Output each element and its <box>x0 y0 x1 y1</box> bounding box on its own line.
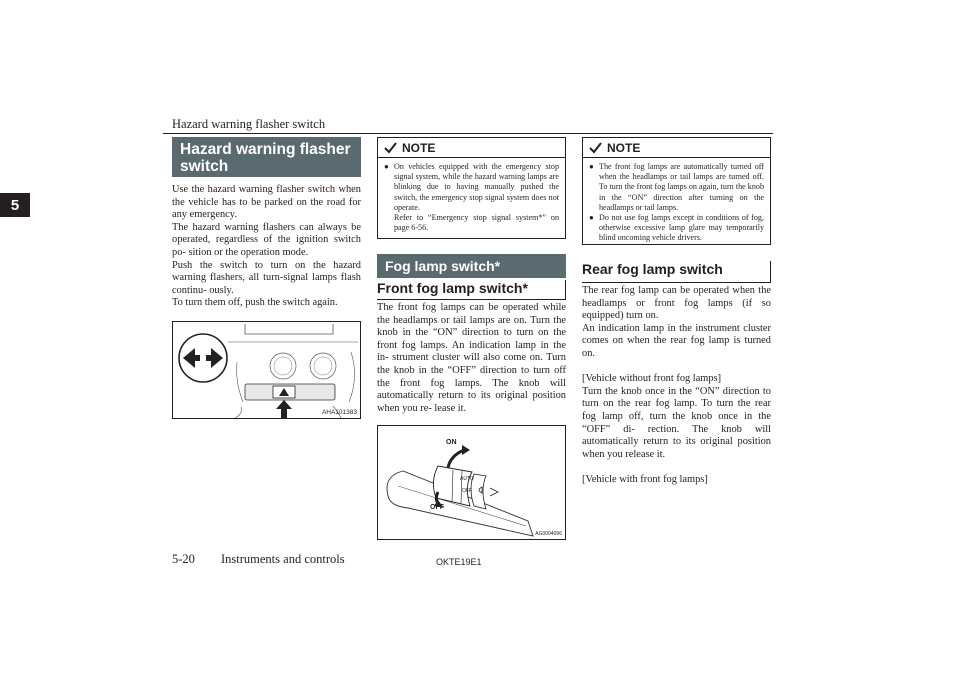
header-rule <box>163 133 773 134</box>
subsection-title-front-fog: Front fog lamp switch* <box>377 280 566 300</box>
paragraph: [Vehicle with front fog lamps] <box>582 473 708 485</box>
on-label: ON <box>446 439 457 446</box>
paragraph: The rear fog lamp can be operated when the headlamps or front fog lamps (if so equipped) turn on. <box>582 285 771 322</box>
note-heading: NOTE <box>402 141 436 155</box>
note-header <box>378 138 565 158</box>
paragraph-gap <box>582 361 771 374</box>
paragraph-gap <box>582 461 771 474</box>
fog-knob-figure <box>377 425 566 540</box>
note-item <box>378 158 565 233</box>
figure-label: AG0004096 <box>535 531 562 537</box>
chapter-tab: 5 <box>0 193 30 217</box>
hazard-switch-figure <box>172 321 361 419</box>
document-code: OKTE19E1 <box>436 557 482 567</box>
svg-text:OFF: OFF <box>462 488 472 494</box>
chapter-name: Instruments and controls <box>221 552 345 566</box>
paragraph: Push the switch to turn on the hazard warning flashers, all turn-signal lamps flash continu- ously. <box>172 259 361 296</box>
note-item <box>583 213 770 244</box>
paragraph: [Vehicle without front fog lamps] <box>582 373 722 385</box>
section-title-fog: Fog lamp switch* <box>377 254 566 278</box>
bullet-icon: ● <box>589 162 594 171</box>
note-text: Do not use fog lamps except in conditions of fog, otherwise excessive lamp glare may temporarily blind oncoming vehicle drivers. <box>599 213 764 243</box>
section-title-line1: Hazard warning flasher <box>180 141 351 158</box>
paragraph: The hazard warning flashers can always be operated, regardless of the ignition switch po- sition or the operation mode. <box>172 221 361 258</box>
front-fog-body: The front fog lamps can be operated while the headlamps or tail lamps are on. Turn the knob in the “ON” direction to turn on the front fog lamps. An indication lamp in the in- strument cluster will also come on. Turn the knob in the “OFF” direction to turn off the front fog lamps. The knob will automatically return to its original position when you re- lease it. <box>377 302 566 414</box>
paragraph: An indication lamp in the instrument cluster comes on when the rear fog lamp is turned on. <box>582 322 771 359</box>
note-item <box>583 158 770 213</box>
fog-knob-illustration <box>378 426 565 539</box>
off-label: OFF <box>430 504 444 511</box>
section-title-line2: switch <box>180 158 229 175</box>
note-header <box>583 138 770 158</box>
note-text: The front fog lamps are automatically turned off when the headlamps or tail lamps are turned off. To turn the front fog lamps on again, turn the knob in the “ON” direction after turning on the headlamps or tail lamps. <box>599 162 764 212</box>
bullet-icon: ● <box>384 162 389 171</box>
svg-text:AUTO: AUTO <box>460 476 474 482</box>
bullet-icon: ● <box>589 213 594 223</box>
rear-fog-body <box>582 285 771 487</box>
figure-label: AHA101383 <box>321 409 357 416</box>
note-text: On vehicles equipped with the emergency stop signal system, while the hazard warning lamps are blinking due to having manually pushed the switch, the emergency stop signal system does not operate. Refer to “Emergency stop signal system*” on page 6-56. <box>394 162 559 233</box>
hazard-body <box>172 184 361 310</box>
section-title-hazard <box>172 137 361 177</box>
running-head: Hazard warning flasher switch <box>172 117 326 131</box>
note-check-icon <box>589 142 602 154</box>
note-box-emergency <box>377 137 566 239</box>
note-heading: NOTE <box>607 141 641 155</box>
subsection-title-rear-fog: Rear fog lamp switch <box>582 261 771 283</box>
hazard-switch-illustration <box>173 322 360 418</box>
note-check-icon <box>384 142 397 154</box>
paragraph: Turn the knob once in the “ON” direction to turn on the rear fog lamp. To turn the rear fog lamp off, turn the knob once in the “OFF” di- rection. The knob will automatically return to its original position when you release it. <box>582 385 771 460</box>
page-number: 5-20 <box>172 552 195 566</box>
paragraph: To turn them off, push the switch again. <box>172 297 338 309</box>
note-box-fog <box>582 137 771 245</box>
paragraph: Use the hazard warning flasher switch when the vehicle has to be parked on the road for any emergency. <box>172 184 361 221</box>
